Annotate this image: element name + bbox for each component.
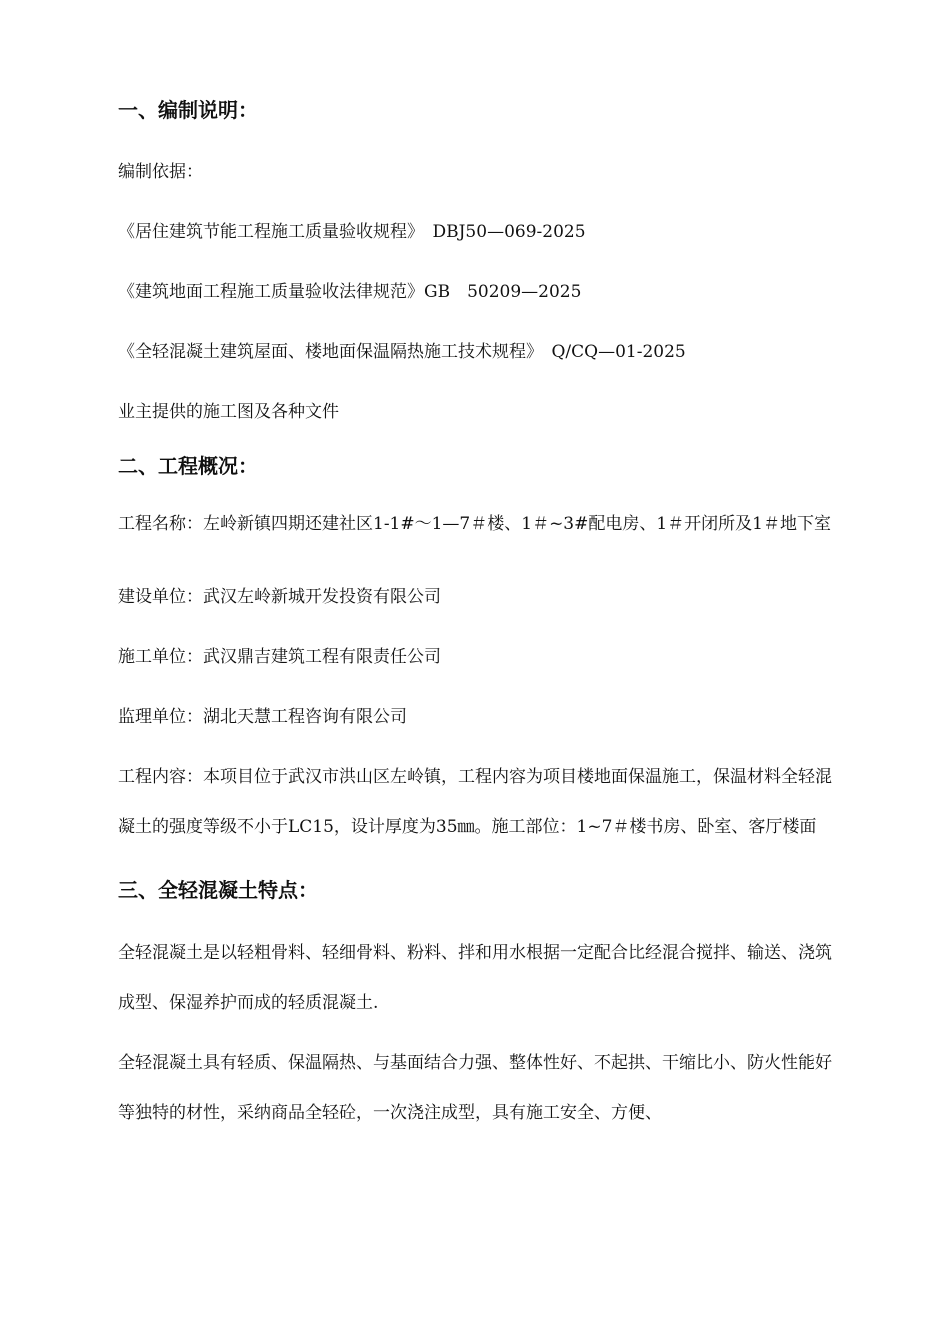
section-3-title: 三、全轻混凝土特点： [118,878,318,902]
basis-item-4: 业主提供的施工图及各种文件 [118,402,339,422]
basis-item-1: 《居住建筑节能工程施工质量验收规程》 DBJ50—069-2025 [118,222,586,242]
owner-unit: 建设单位：武汉左岭新城开发投资有限公司 [118,587,441,607]
basis-item-3: 《全轻混凝土建筑屋面、楼地面保温隔热施工技术规程》 Q/CQ—01-2025 [118,342,686,362]
supervisor-unit: 监理单位：湖北天慧工程咨询有限公司 [118,707,407,727]
feature-paragraph-2: 全轻混凝土具有轻质、保温隔热、与基面结合力强、整体性好、不起拱、干缩比小、防火性能好等独特的材性，采纳商品全轻砼，一次浇注成型，具有施工安全、方便、 [118,1053,832,1123]
basis-item-2: 《建筑地面工程施工质量验收法律规范》GB 50209—2025 [118,282,582,302]
section-1-title: 一、编制说明： [118,98,258,122]
document-content [118,96,838,1138]
project-name: 工程名称：左岭新镇四期还建社区1-1#～1—7＃楼、1＃~3#配电房、1＃开闭所及1＃地下室 [118,514,832,534]
contractor-unit: 施工单位：武汉鼎吉建筑工程有限责任公司 [118,647,441,667]
project-content: 工程内容：本项目位于武汉市洪山区左岭镇，工程内容为项目楼地面保温施工，保温材料全轻混凝土的强度等级不小于LC15，设计厚度为35㎜。施工部位：1~7＃楼书房、卧室、客厅楼面 [118,767,832,837]
section-2-title: 二、工程概况： [118,454,258,478]
basis-label: 编制依据： [118,162,203,182]
feature-paragraph-1: 全轻混凝土是以轻粗骨料、轻细骨料、粉料、拌和用水根据一定配合比经混合搅拌、输送、浇筑成型、保湿养护而成的轻质混凝土. [118,943,832,1013]
